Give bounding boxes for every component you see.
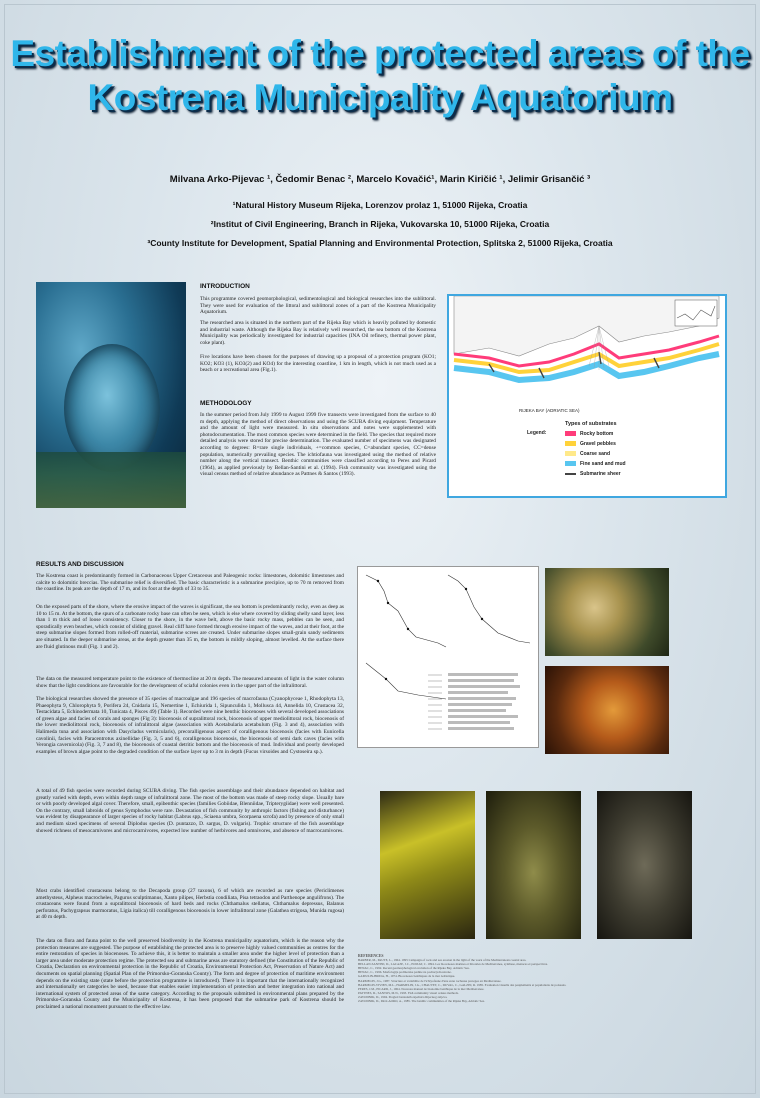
- methodology-heading: METHODOLOGY: [200, 400, 252, 407]
- legend-item-fine-sand: Fine sand and mud: [565, 461, 626, 467]
- introduction-paragraph-1: This programme covered geomorphological, sedimentological and biological researches into the sublittoral. They were used for evaluation of the littoral and sublittoral zones of a part of the Kostrena Municipality Aquatorium.: [200, 296, 436, 316]
- legend-swatch-fine-sand: [565, 461, 576, 466]
- legend-swatch-gravel: [565, 441, 576, 446]
- legend-swatch-sheer: [565, 473, 576, 475]
- reference-1: BARBER, M., PAUTE, L., 1964. 1995 Campaign of rock and sea erosion in the light of the work of the Mediterranean coastal area.: [358, 958, 527, 963]
- underwater-arch-photo: [36, 282, 186, 508]
- introduction-heading: INTRODUCTION: [200, 283, 250, 290]
- legend-item-coarse-sand: Coarse sand: [565, 451, 610, 457]
- algae-photo: [380, 791, 475, 939]
- affiliation-3: ³County Institute for Development, Spatial Planning and Environmental Protection, Splitska 2, 51000 Rijeka, Croatia: [147, 238, 613, 248]
- affiliations: [0, 196, 760, 253]
- reference-3: BENAC, C., 1992. Recent geomorphological evolution of the Rijeka Bay, Adriatic Sea.: [358, 966, 470, 971]
- legend-item-gravel: Gravel pebbles: [565, 441, 616, 447]
- reference-8: PERES, J.M., PICARD, J., 1964. Nouveau manuel de bionomie benthique de la mer Mediterranee.: [358, 986, 485, 991]
- legend-title: Types of substrates: [565, 421, 617, 427]
- depth-profile-figure: [357, 566, 539, 748]
- title-line-1: Establishment of the protected areas of the: [10, 33, 750, 74]
- reference-5: GAMULIN-BRIDA, H., 1974. Biocenoses benthiques de la mer Adriatique.: [358, 974, 456, 979]
- results-paragraph-3: The data on the measured temperature point to the existence of thermocline at 20 m depth. The measured amounts of light in the water column show that the light conditions are favourable for the development of sciaful colonies even in the upper part of the infralittoral.: [36, 676, 344, 689]
- introduction-paragraph-2: The researched area is situated in the northern part of the Rijeka Bay which is heavily polluted by domestic and industrial waste. Although the Rijeka Bay is relatively well researched, the sea bottom of the Kostrena Municipality was periodically investigated for industrial capacities (INA Oil refinery, thermal power plant, coke plant).: [200, 320, 436, 346]
- map-legend: [527, 421, 645, 485]
- results-paragraph-7: The data on flora and fauna point to the well preserved biodiversity in the Kostrena municipality aquatorium, which is the reason why the protection measures are suggested. The purpose of establishing the protected area is to preserve highly valued communities as centres for the entire restoration of species in biocenoses. To achieve this, it is better to maintain a smaller area under the higher level of protection than a larger area under moderate protection regime. The protected sea and submarine areas are statutory defined (the Constitution of the Republic of Croatia, Declaration on environmental protection in the Republic of Croatia, Environmental Protection Act, Preservation of Nature Act) and documents on spatial planning (Spatial Plan of the Primorsko-Goranska County). The form and degree of protection of maritime environment depends on the existing state (state before the protection programme is introduced). There it is important that the internationally recognized and internationally set categories be used, because that enables easier implementation of protection and better integration into national and international system of protected areas of the same category. According to the proposals submitted in environmental plans prepared by the Primorsko-Goranska County and the Municipality of Kostrena, it has been proposed that the submarine park of Kostrena should be proclaimed a national monument pursuant to the effective law.: [36, 938, 344, 1010]
- affiliation-1: ¹Natural History Museum Rijeka, Lorenzov prolaz 1, 51000 Rijeka, Croatia: [232, 200, 528, 210]
- results-paragraph-5: A total of 49 fish species were recorded during SCUBA diving. The fish species assemblage and their abundance depended on habitat and greatly varied with depth, even within depth range of infralittoral zone. The most of the bottom was made of steep rocky slope. Usually bare or with poorly developed algal cover. Therefore, small, epibenthic species (families Gobiidae, Blenniidae, Tripterygiidae) were well presented. On the contrary, small labroids of genus Symphodus were rare. Devastation of fish community by anthropic factors (fishing and disturbance) was evident by disappearance of larger species of rocky habitat (Labrus spp., Sciaena umbra, Scorpaena scrofa) and by presence of only small and medium sized specimens of several Diplodus species (D. puntazzo, D. sargus, D. vulgaris). Trophic structure of the fish assemblage showed richness of mesocarnivores and microcarnivores, expected low number of herbivores and omnivores, and absence of macrocarnivores.: [36, 788, 344, 834]
- authors: Milvana Arko-Pijevac ¹, Čedomir Benac ², Marcelo Kovačić¹, Marin Kiričić ¹, Jelimir Grisančić ³: [169, 174, 591, 185]
- results-heading: RESULTS AND DISCUSSION: [36, 561, 124, 568]
- seabed-rock-shape: [36, 452, 186, 508]
- coral-photo-1: [545, 568, 669, 656]
- results-paragraph-6: Most crabs identified crustaceans belong to the Decapoda group (27 taxons), 6 of which are recorded as rare species (Periclimenes amethysteus, Alpheus macrocheles, Pagurus sculptimanus, Xanto pilipes, Herbstia condiliata, Pisa tetraodon and Parthenope angulifrons). The crustaceans were found from a supralittoral biocenosis of hard beds and rocks (Chthamalus stellatus, Chthamalus depressus, Balanus perforatus, Pachygrapsus marmoratus, Ligia italica) till coralligenous biocenosis in lower infralittoral zone (Galathea strigosa, Munida rugosa) at 40 m depth.: [36, 888, 344, 921]
- legend-swatch-rocky: [565, 431, 576, 436]
- poster-title: [0, 32, 760, 120]
- title-line-2: Kostrena Municipality Aquatorium: [87, 77, 673, 118]
- reference-9: PATTNES, D., SANTOS, M.N., 1993. Fish community visual census methods.: [358, 990, 459, 995]
- reference-7: HARMELIN-VIVIEN, M.L., HARMELIN, J.G., CHAUVET, C., DUVAL, C., GALZIN, R. 1985. Evaluation visuelle des peuplements et populations de poissons.: [358, 982, 567, 987]
- references: [358, 954, 724, 1052]
- legend-item-sheer: Submarine sheer: [565, 471, 621, 477]
- reference-10: ZAVODNIK, D., 1994. Pregled bentoskih zajednica Rijeckog zaljeva.: [358, 994, 448, 999]
- references-heading: REFERENCES: [358, 954, 384, 958]
- reference-11: ZAVODNIK, D., PALLAORO, A., 1985. The benthic communities of the Rijeka Bay, Adriatic Sea.: [358, 999, 485, 1004]
- crab-photo: [597, 791, 692, 939]
- affiliation-2: ²Institut of Civil Engineering, Branch in Rijeka, Vukovarska 10, 51000 Rijeka, Croatia: [210, 219, 550, 229]
- legend-item-rocky: Rocky bottom: [565, 431, 613, 437]
- methodology-paragraph: In the summer period from July 1999 to August 1999 five transects were investigated from the surface to 40 m depth, applying the method of direct observations and using the SCUBA diving equipment. Temperature and the amount of light were measured. In situ observations and notes were supplemented with photodocumentation. The most common species were determined in the field. The species that required more detailed analysis were stored for precise determination. The evaluated number of specimens was designated according to degrees: R=rare single individuals, +=common species, C=abundant species, CC=dense population, numerically prevailing species. The ichtiofauna was investigated using the method of relative number along the vertical transect. Benthic communities were classified according to Peres and Picard (1964), as applied previously by Bellan-Santini et al. (1994). Fish community was investigated using the visual census method of relative abundance as Pattnes & Santos (1993).: [200, 412, 436, 478]
- reference-4: BENAC, C., 1996. Morfologija podmorske padine na podrucju Kostrene.: [358, 970, 452, 975]
- reference-2: BELLAN-SANTINI, D., LACAZE, J.C., POIZAT, C. 1994. Les biocenoses marines et littorales de Mediterranee, synthese, menaces et perspectives.: [358, 962, 548, 967]
- coral-photo-2: [545, 666, 669, 754]
- reference-6: HARMELIN, J.G., 1987. Structure et variabilite de l'ichtyofaune d'une zone rocheuse protegee en Mediterranee.: [358, 978, 502, 983]
- profile-drawing: [358, 567, 538, 747]
- results-paragraph-2: On the exposed parts of the shore, where the erosive impact of the waves is significant, the sea bottom is predominantly rocky, even as deep as 10 to 15 m. At the bottom, the spurs of a carbonate rocky base can often be seen, which is else where covered by sliding shelly sand layer, less than 1 m thick and of loose consistency. Closer to the shore, in the wave belt, above the basic rocky mass, pebbles can be seen, and sporadically even beaches, which consist of sliding gravel. Real cliff have formed through erosive impact of the waves, and at their foot, at the steep submarine slopes formed from rolled-off material, submarine screes are created. Under submarine slopes small-grain sandy sediments are situated. In the deeper submarine areas, at the depth greater than 35 m, the bottom is mildly sloping, almost levelled. At the surface there are fluid glutinous mull (Fig. 1 and 2).: [36, 604, 344, 650]
- sponge-photo: [486, 791, 581, 939]
- results-paragraph-4: The biological researches showed the presence of 35 species of macroalgae and 196 species of macrofauna (Cyanophyceae 1, Rhodophyta 13, Phaeophyta 9, Chlorophyta 9, Porifera 24, Cnidaria 15, Nemertine 1, Echiurida 1, Sipunculida 1, Mollusca 44, Annelida 10, Crustacea 32, Testacidata 5, Echinodermata 10, Tunicata 4, Pisces 49) (Table 1). Recorded were nine benthic biocenoses with several developed associations of green algae and facies of corals and sponges (Fig 3): biocenosis of supralittoral rock, biocenosis of upper mediolittoral rock, biocenosis of the lower mediolittoral rock, biocenosis of infralittoral algae (association with Acetabularia acetabulum (Fig. 3 and 4), association with Halimeda tuna and association with Dasycladus vermicularis), precoralligenous aspect of coralligenous biocenosis (facies with Eunicella cavolinii, facies with Paracentrotus axinellidae (Fig. 3, 5 and 6), coralligenous biocenosis, the biocenosis of semi dark caves (facies with Verongia cavernicola) (Fig. 3, 7 and 8), the biocenosis of coastal detritic bottom and the biocenosis of mud. Individual and poorly developed examples of brown algae point to the degraded condition of the surface layer up to 3 m in depth (Fucus virsoides and Cystoseira sp.).: [36, 696, 344, 755]
- results-paragraph-1: The Kostrena coast is predominantly formed in Carbonaceous Upper Cretaceous and Paleogenic rocks: limestones, dolomitic limestones and calcite to dolomitic breccias. The submarine relief is diversified. The basic characteristic is a submarine precipice, up to 70 m removed from the coastline. Its peak are the depth of 17 m, and its foot at the depth of 33 to 35.: [36, 573, 344, 593]
- sea-label: RIJEKA BAY (ADRIATIC SEA): [519, 408, 580, 413]
- legend-label: Legend:: [527, 430, 547, 436]
- legend-swatch-coarse-sand: [565, 451, 576, 456]
- introduction-paragraph-3: Five locations have been chosen for the purposes of drawing up a proposal of a protection program (KO1; KO2; KO3 (1), KO3(2) and KO4) for the interesting coastline, 1 km in length, which is not much used as a beach or a recreational area (Fig.1).: [200, 354, 436, 374]
